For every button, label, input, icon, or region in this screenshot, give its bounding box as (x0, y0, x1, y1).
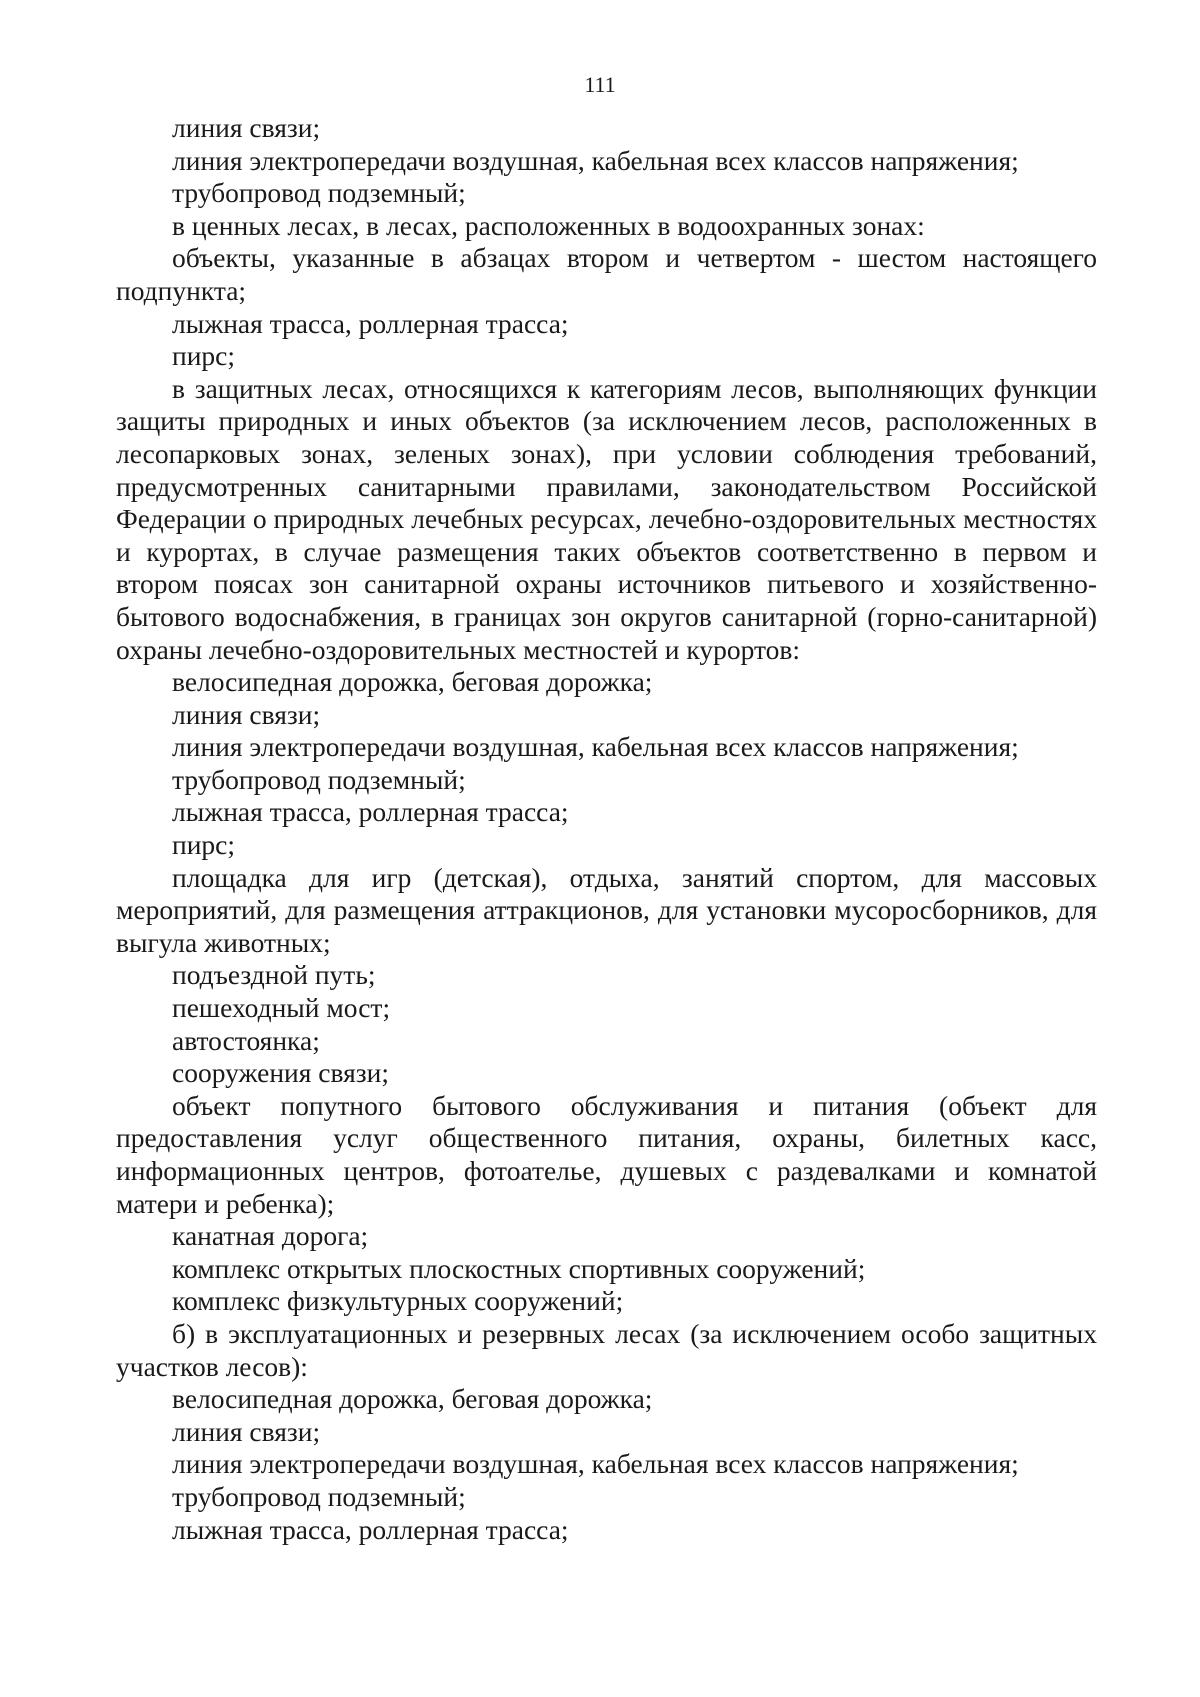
paragraph: линия электропередачи воздушная, кабельная всех классов напряжения; (172, 731, 1019, 763)
paragraph: линия электропередачи воздушная, кабельная всех классов напряжения; (172, 1448, 1019, 1480)
paragraph: пирс; (172, 340, 236, 372)
paragraph: объект попутного бытового обслуживания и питания (объект для предоставления услуг общественного питания, охраны, билетных касс, информационных центров, фотоателье, душевых с раздевалками и комнатой матери и ребенка); (116, 1089, 1097, 1219)
paragraph: в защитных лесах, относящихся к категориям лесов, выполняющих функции защиты природных и иных объектов (за исключением лесов, расположенных в лесопарковых зонах, зеленых зонах), при условии соблюдения требований, предусмотренных санитарными правилами, законодательством Российской Федерации о природных лечебных ресурсах, лечебно-оздоровительных местностях и курортах, в случае размещения таких объектов соответственно в первом и втором поясах зон санитарной охраны источников питьевого и хозяйственно-бытового водоснабжения, в границах зон округов санитарной (горно-санитарной) охраны лечебно-оздоровительных местностей и курортов: (116, 372, 1097, 665)
paragraph: лыжная трасса, роллерная трасса; (172, 307, 569, 339)
paragraph: автостоянка; (172, 1024, 320, 1056)
paragraph: трубопровод подземный; (172, 177, 466, 209)
paragraph: велосипедная дорожка, беговая дорожка; (172, 1383, 653, 1415)
paragraph: сооружения связи; (172, 1057, 389, 1089)
paragraph: канатная дорога; (172, 1220, 369, 1252)
paragraph: комплекс открытых плоскостных спортивных сооружений; (172, 1252, 866, 1284)
paragraph: лыжная трасса, роллерная трасса; (172, 796, 569, 828)
paragraph: в ценных лесах, в лесах, расположенных в водоохранных зонах: (172, 209, 925, 241)
paragraph: пирс; (172, 829, 236, 861)
paragraph: велосипедная дорожка, беговая дорожка; (172, 666, 653, 698)
document-body (116, 112, 1097, 1546)
paragraph: подъездной путь; (172, 959, 376, 991)
paragraph: площадка для игр (детская), отдыха, занятий спортом, для массовых мероприятий, для размещения аттракционов, для установки мусоросборников, для выгула животных; (116, 861, 1097, 958)
paragraph: пешеходный мост; (172, 992, 391, 1024)
paragraph: комплекс физкультурных сооружений; (172, 1285, 624, 1317)
paragraph: трубопровод подземный; (172, 763, 466, 795)
paragraph: линия связи; (172, 1415, 321, 1447)
paragraph: линия электропередачи воздушная, кабельная всех классов напряжения; (172, 144, 1019, 176)
paragraph: объекты, указанные в абзацах втором и четвертом - шестом настоящего подпункта; (116, 242, 1097, 306)
paragraph: б) в эксплуатационных и резервных лесах (за исключением особо защитных участков лесов): (116, 1317, 1097, 1382)
paragraph: линия связи; (172, 698, 321, 730)
page-number: 111 (584, 72, 616, 97)
paragraph: линия связи; (172, 112, 321, 143)
paragraph: лыжная трасса, роллерная трасса; (172, 1513, 569, 1545)
paragraph: трубопровод подземный; (172, 1480, 466, 1512)
